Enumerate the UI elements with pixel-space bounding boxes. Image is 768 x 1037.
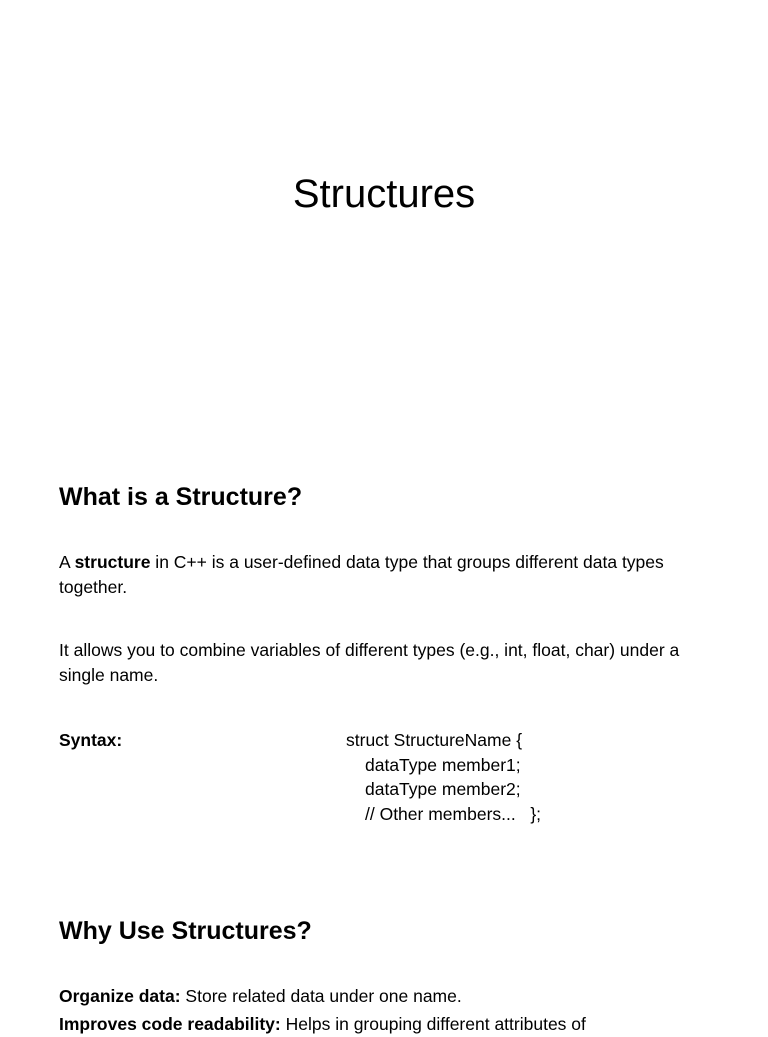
combine-paragraph: It allows you to combine variables of different types (e.g., int, float, char) under a single name. bbox=[59, 640, 680, 685]
reason-organize-data-label: Organize data: bbox=[59, 986, 181, 1006]
definition-paragraph bbox=[59, 550, 699, 599]
definition-suffix: in C++ is a user-defined data type that groups different data types together. bbox=[59, 552, 664, 597]
section-heading-what-is-structure: What is a Structure? bbox=[59, 483, 303, 511]
reason-readability-text: Helps in grouping different attributes of bbox=[280, 1014, 586, 1034]
code-line-2: dataType member1; bbox=[365, 754, 521, 775]
page-title: Structures bbox=[292, 172, 476, 216]
code-line-3: dataType member2; bbox=[365, 779, 521, 799]
section-heading-why-use-structures: Why Use Structures? bbox=[59, 917, 312, 945]
syntax-code-block bbox=[346, 728, 541, 826]
definition-keyword: structure bbox=[74, 552, 151, 572]
code-line-1: struct StructureName { bbox=[346, 730, 523, 750]
code-line-4: // Other members... }; bbox=[365, 803, 542, 824]
reason-organize-data-text: Store related data under one name. bbox=[180, 986, 462, 1006]
reason-readability bbox=[59, 1012, 699, 1037]
definition-prefix: A bbox=[59, 552, 75, 572]
syntax-label: Syntax: bbox=[59, 730, 123, 750]
reason-organize-data bbox=[59, 984, 699, 1009]
reason-readability-label: Improves code readability: bbox=[59, 1014, 281, 1034]
